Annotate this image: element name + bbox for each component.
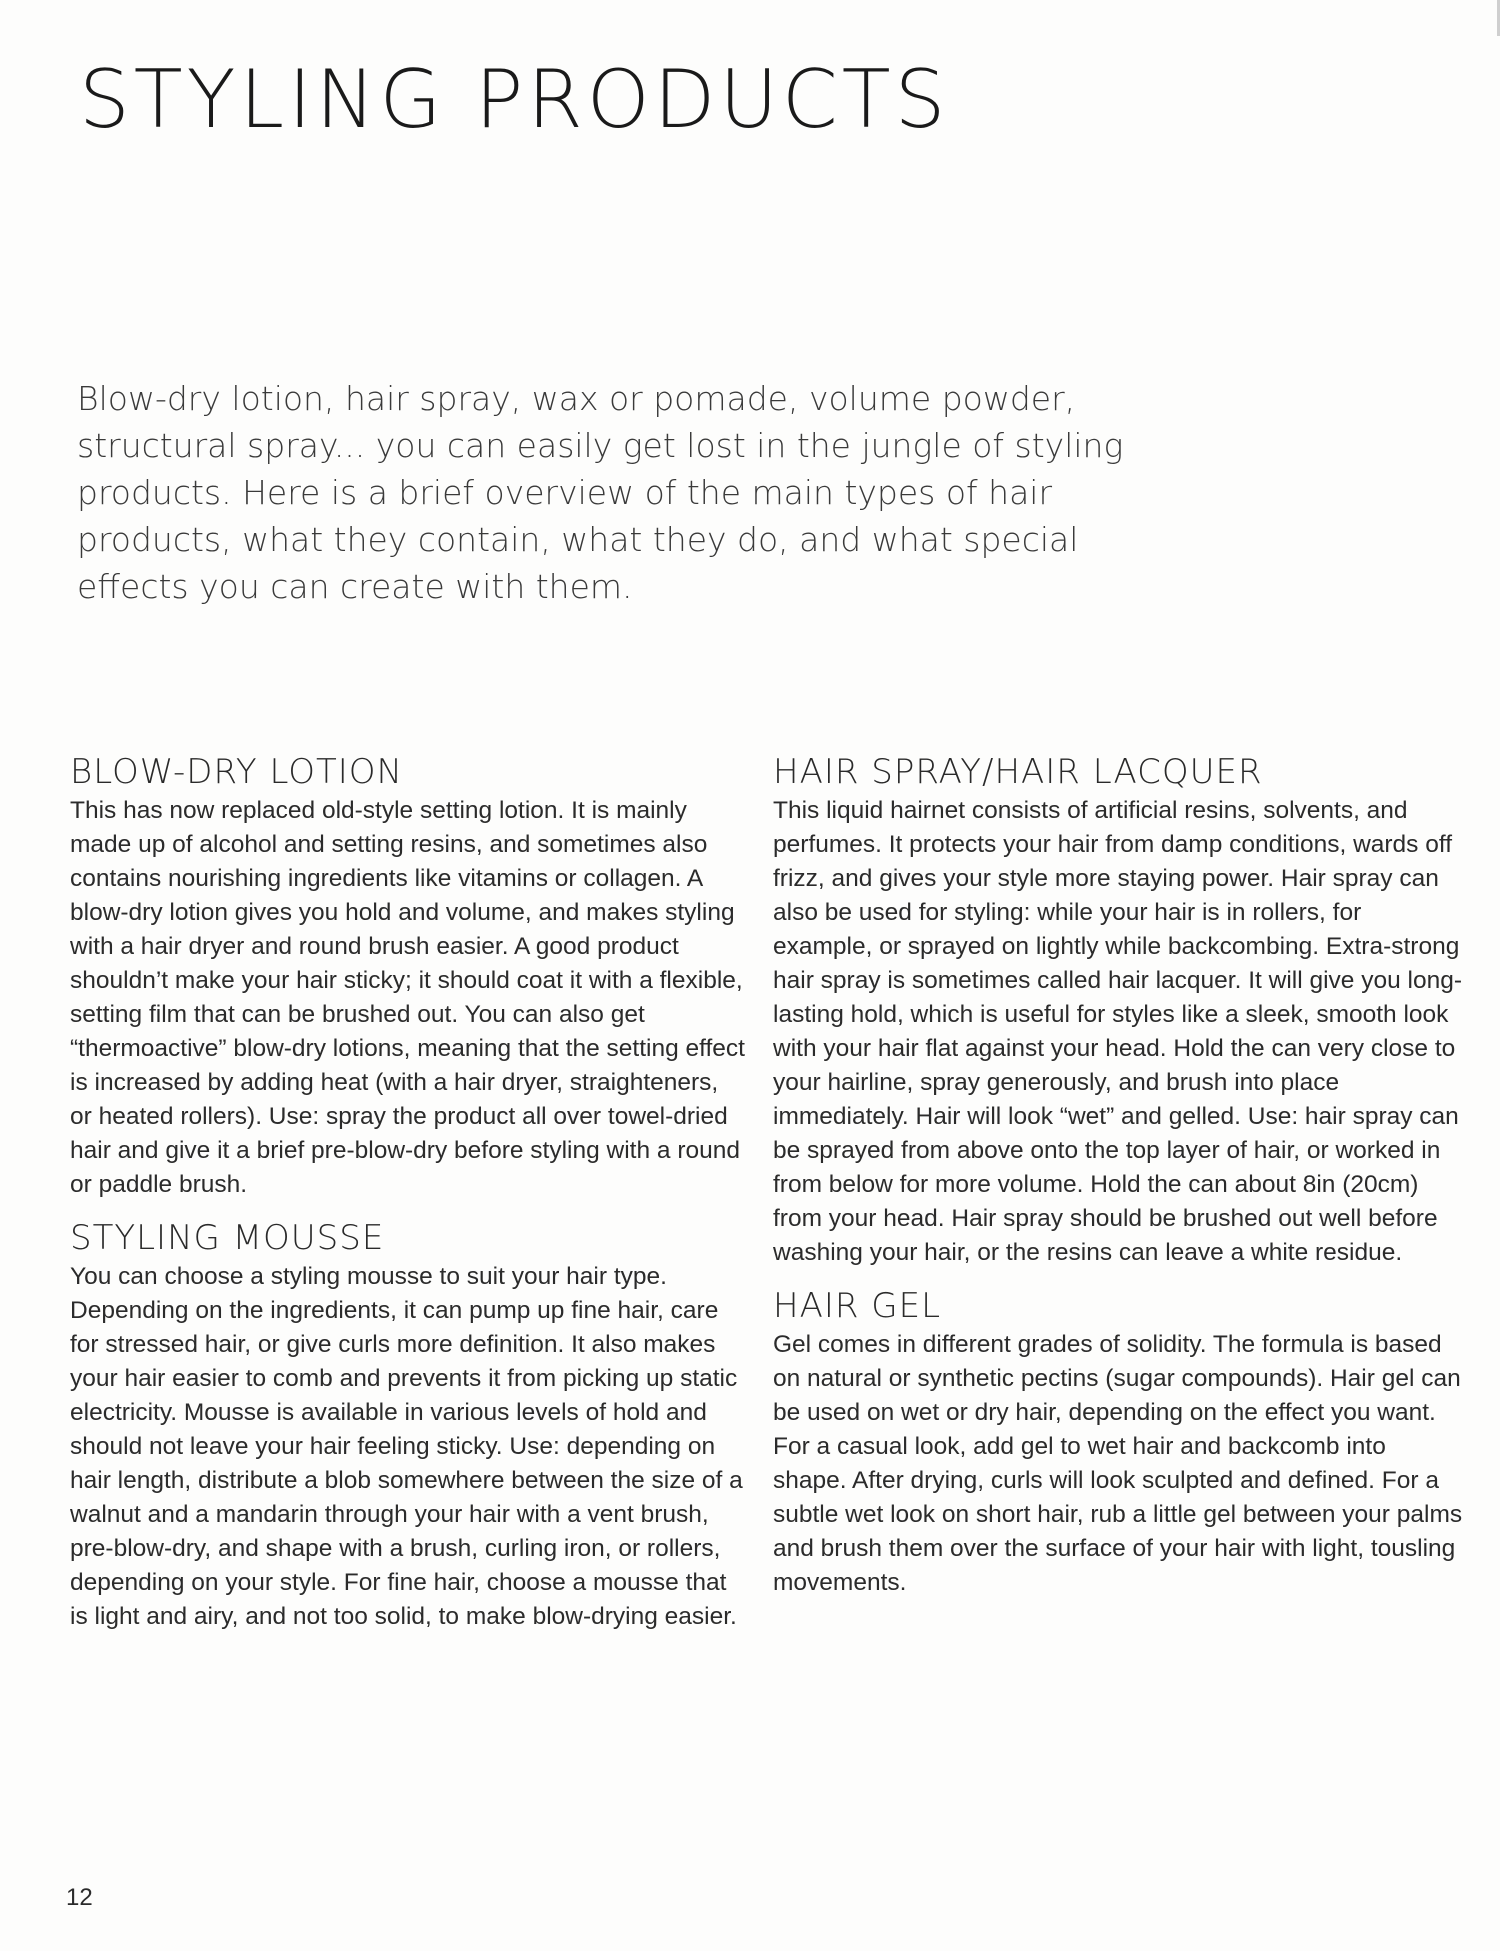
right-column	[773, 750, 1463, 1614]
section-hair-spray	[773, 750, 1463, 1270]
intro-paragraph: Blow-dry lotion, hair spray, wax or pomade, volume powder, structural spray... you can easily get lost in the jungle of styling products. Here is a brief overview of the main types of hair products, what they contain, what they do, and what special effects you can create with them.	[77, 379, 1124, 606]
section-heading: HAIR SPRAY/HAIR LACQUER	[773, 752, 1263, 792]
section-heading: STYLING MOUSSE	[70, 1218, 385, 1258]
section-styling-mousse	[70, 1216, 745, 1634]
section-heading: BLOW-DRY LOTION	[70, 752, 403, 792]
section-body: You can choose a styling mousse to suit your hair type. Depending on the ingredients, it can pump up fine hair, care for stressed hair, or give curls more definition. It also makes your hair easier to comb and prevents it from picking up static electricity. Mousse is available in various levels of hold and should not leave your hair feeling sticky. Use: depending on hair length, distribute a blob somewhere between the size of a walnut and a mandarin through your hair with a vent brush, pre-blow-dry, and shape with a brush, curling iron, or rollers, depending on your style. For fine hair, choose a mousse that is light and airy, and not too solid, to make blow-drying easier.	[70, 1263, 743, 1630]
section-hair-gel	[773, 1284, 1463, 1600]
section-body: This has now replaced old-style setting lotion. It is mainly made up of alcohol and setting resins, and sometimes also contains nourishing ingredients like vitamins or collagen. A blow-dry lotion gives you hold and volume, and makes styling with a hair dryer and round brush easier. A good product shouldn’t make your hair sticky; it should coat it with a flexible, setting film that can be brushed out. You can also get “thermoactive” blow-dry lotions, meaning that the setting effect is increased by adding heat (with a hair dryer, straighteners, or heated rollers). Use: spray the product all over towel-dried hair and give it a brief pre-blow-dry before styling with a round or paddle brush.	[70, 797, 745, 1198]
section-blow-dry-lotion	[70, 750, 745, 1202]
section-heading: HAIR GEL	[773, 1286, 942, 1326]
section-body: Gel comes in different grades of solidity. The formula is based on natural or synthetic pectins (sugar compounds). Hair gel can be used on wet or dry hair, depending on the effect you want. For a casual look, add gel to wet hair and backcomb into shape. After drying, curls will look sculpted and defined. For a subtle wet look on short hair, rub a little gel between your palms and brush them over the surface of your hair with light, tousling movements.	[773, 1331, 1463, 1596]
left-column	[70, 750, 745, 1648]
page-number: 12	[66, 1884, 93, 1911]
section-body: This liquid hairnet consists of artificial resins, solvents, and perfumes. It protects your hair from damp conditions, wards off frizz, and gives your style more staying power. Hair spray can also be used for styling: while your hair is in rollers, for example, or sprayed on lightly while backcombing. Extra-strong hair spray is sometimes called hair lacquer. It will give you long-lasting hold, which is useful for styles like a sleek, smooth look with your hair flat against your head. Hold the can very close to your hairline, spray generously, and brush into place immediately. Hair will look “wet” and gelled. Use: hair spray can be sprayed from above onto the top layer of hair, or worked in from below for more volume. Hold the can about 8in (20cm) from your head. Hair spray should be brushed out well before washing your hair, or the resins can leave a white residue.	[773, 797, 1463, 1266]
page-title: STYLING PRODUCTS	[79, 53, 950, 146]
